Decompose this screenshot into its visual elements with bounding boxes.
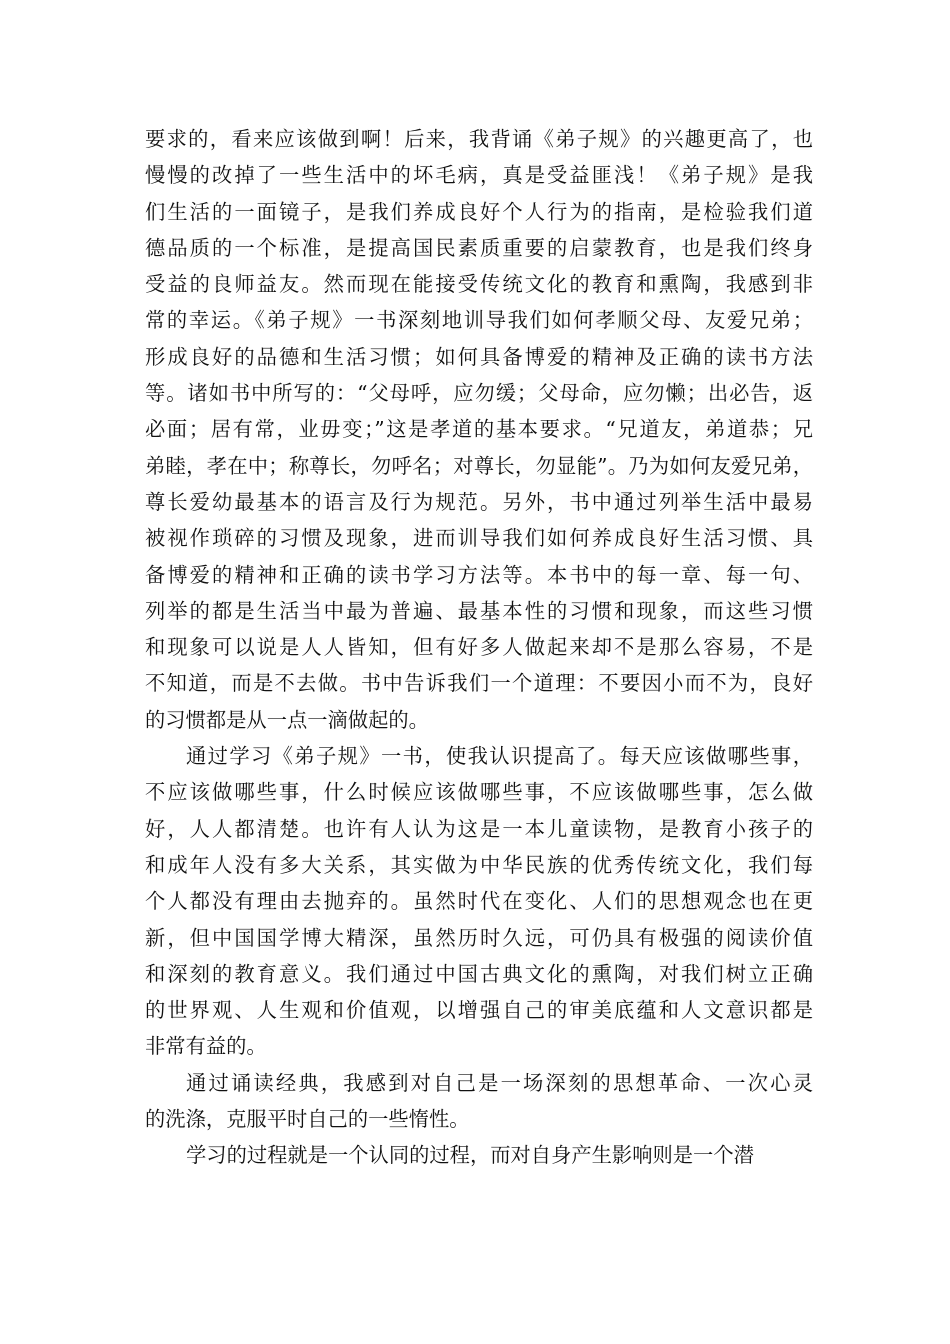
text-line: 备博爱的精神和正确的读书学习方法等。本书中的每一章、每一句、 (145, 562, 813, 587)
text-line: 和成年人没有多大关系，其实做为中华民族的优秀传统文化，我们每 (145, 852, 813, 877)
text-line: 要求的，看来应该做到啊！后来，我背诵《弟子规》的兴趣更高了，也 (145, 127, 813, 151)
text-line: 被视作琐碎的习惯及现象，进而训导我们如何养成良好生活习惯、具 (145, 526, 813, 551)
text-line: 通过学习《弟子规》一书，使我认识提高了。每天应该做哪些事， (186, 744, 813, 769)
text-line: 受益的良师益友。然而现在能接受传统文化的教育和熏陶，我感到非 (145, 272, 813, 297)
text-line: 非常有益的。 (145, 1034, 267, 1059)
text-line: 的洗涤，克服平时自己的一些惰性。 (145, 1107, 470, 1132)
text-line: 通过诵读经典，我感到对自己是一场深刻的思想革命、一次心灵 (186, 1070, 813, 1095)
paragraph (145, 1137, 813, 1173)
text-line: 新，但中国国学博大精深，虽然历时久远，可仍具有极强的阅读价值 (145, 925, 813, 950)
paragraph (145, 1065, 813, 1138)
text-line: 等。诸如书中所写的：“父母呼，应勿缓；父母命，应勿懒；出必告，返 (145, 381, 813, 406)
text-line: 德品质的一个标准，是提高国民素质重要的启蒙教育，也是我们终身 (145, 235, 813, 260)
text-line: 必面；居有常，业毋变；”这是孝道的基本要求。“兄道友，弟道恭；兄 (145, 417, 813, 442)
text-line: 个人都没有理由去抛弃的。虽然时代在变化、人们的思想观念也在更 (145, 889, 813, 914)
text-line: 不知道，而是不去做。书中告诉我们一个道理：不要因小而不为，良好 (145, 671, 813, 696)
text-line: 慢慢的改掉了一些生活中的坏毛病，真是受益匪浅！《弟子规》是我 (145, 163, 813, 188)
text-line: 弟睦，孝在中；称尊长，勿呼名；对尊长，勿显能”。乃为如何友爱兄弟， (145, 453, 813, 478)
text-line: 和深刻的教育意义。我们通过中国古典文化的熏陶，对我们树立正确 (145, 961, 813, 986)
text-line: 和现象可以说是人人皆知，但有好多人做起来却不是那么容易，不是 (145, 635, 813, 660)
paragraph (145, 738, 813, 1065)
text-line: 学习的过程就是一个认同的过程，而对自身产生影响则是一个潜 (186, 1143, 754, 1168)
text-line: 形成良好的品德和生活习惯；如何具备博爱的精神及正确的读书方法 (145, 344, 813, 369)
text-line: 好，人人都清楚。也许有人认为这是一本儿童读物，是教育小孩子的 (145, 816, 813, 841)
text-line: 的习惯都是从一点一滴做起的。 (145, 707, 429, 732)
paragraph (145, 121, 813, 738)
text-line: 们生活的一面镜子，是我们养成良好个人行为的指南，是检验我们道 (145, 199, 813, 224)
text-line: 列举的都是生活当中最为普遍、最基本性的习惯和现象，而这些习惯 (145, 598, 813, 623)
text-line: 的世界观、人生观和价值观，以增强自己的审美底蕴和人文意识都是 (145, 998, 813, 1023)
document-body (145, 121, 813, 1174)
text-line: 尊长爱幼最基本的语言及行为规范。另外，书中通过列举生活中最易 (145, 489, 813, 514)
text-line: 常的幸运。《弟子规》一书深刻地训导我们如何孝顺父母、友爱兄弟； (145, 308, 813, 333)
text-line: 不应该做哪些事，什么时候应该做哪些事，不应该做哪些事，怎么做 (145, 780, 813, 805)
